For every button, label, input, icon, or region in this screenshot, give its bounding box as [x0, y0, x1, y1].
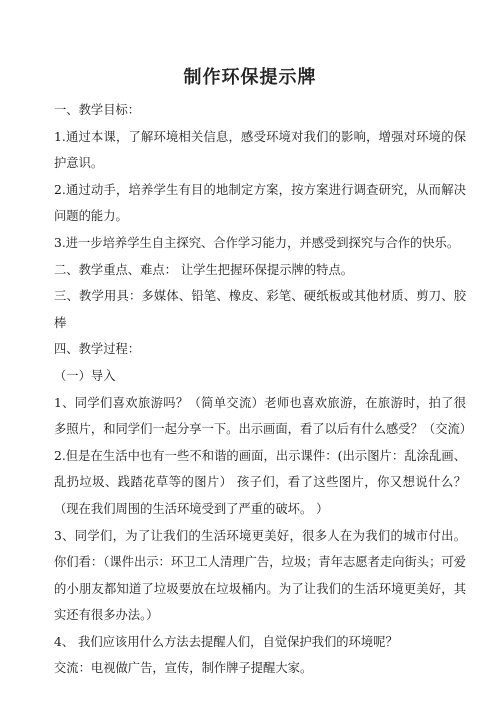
- heading-key-points: 二、教学重点、难点： 让学生把握环保提示牌的特点。: [54, 262, 354, 277]
- subheading-introduction: （一）导入: [54, 368, 116, 383]
- objective-3: 3.进一步培养学生自主探究、合作学习能力，并感受到探究与合作的快乐。: [54, 235, 460, 250]
- process-step-1: 1、同学们喜欢旅游吗？（简单交流）老师也喜欢旅游，在旅游时，拍了很多照片，和同学们一起分享一下。出示画面，看了以后有什么感受？（交流）: [54, 395, 473, 437]
- process-step-3: 3、同学们，为了让我们的生活环境更美好，很多人在为我们的城市付出。你们看：（课件出示：环卫工人清理广告，垃圾；青年志愿者走向街头；可爱的小朋友都知道了垃圾要放在垃圾桶内。为了让我们的生活环境更美好，其实还有很多办法。）: [54, 528, 466, 623]
- objective-1: 1.通过本课，了解环境相关信息，感受环境对我们的影响，增强对环境的保护意识。: [54, 129, 466, 171]
- objective-2: 2.通过动手，培养学生有目的地制定方案，按方案进行调查研究，从而解决问题的能力。: [54, 182, 466, 224]
- process-step-4: 4、 我们应该用什么方法去提醒人们，自觉保护我们的环境呢？: [54, 634, 398, 649]
- heading-teaching-process: 四、教学过程：: [54, 342, 141, 357]
- document-title: 制作环保提示牌: [183, 67, 317, 88]
- process-discussion: 交流：电视做广告，宣传，制作牌子提醒大家。: [54, 661, 313, 676]
- heading-objectives: 一、教学目标：: [54, 103, 141, 117]
- process-step-2: 2.但是在生活中也有一些不和谐的画面，出示课件：(出示图片：乱涂乱画、乱扔垃圾、践踏花草等的图片） 孩子们，看了这些图片，你又想说什么？（现在我们周围的生活环境受到了严重的破坏。 ）: [54, 448, 466, 516]
- document-body: [54, 97, 473, 682]
- heading-teaching-tools: 三、教学用具：多媒体、铅笔、橡皮、彩笔、硬纸板或其他材质、剪刀、胶棒: [54, 289, 466, 330]
